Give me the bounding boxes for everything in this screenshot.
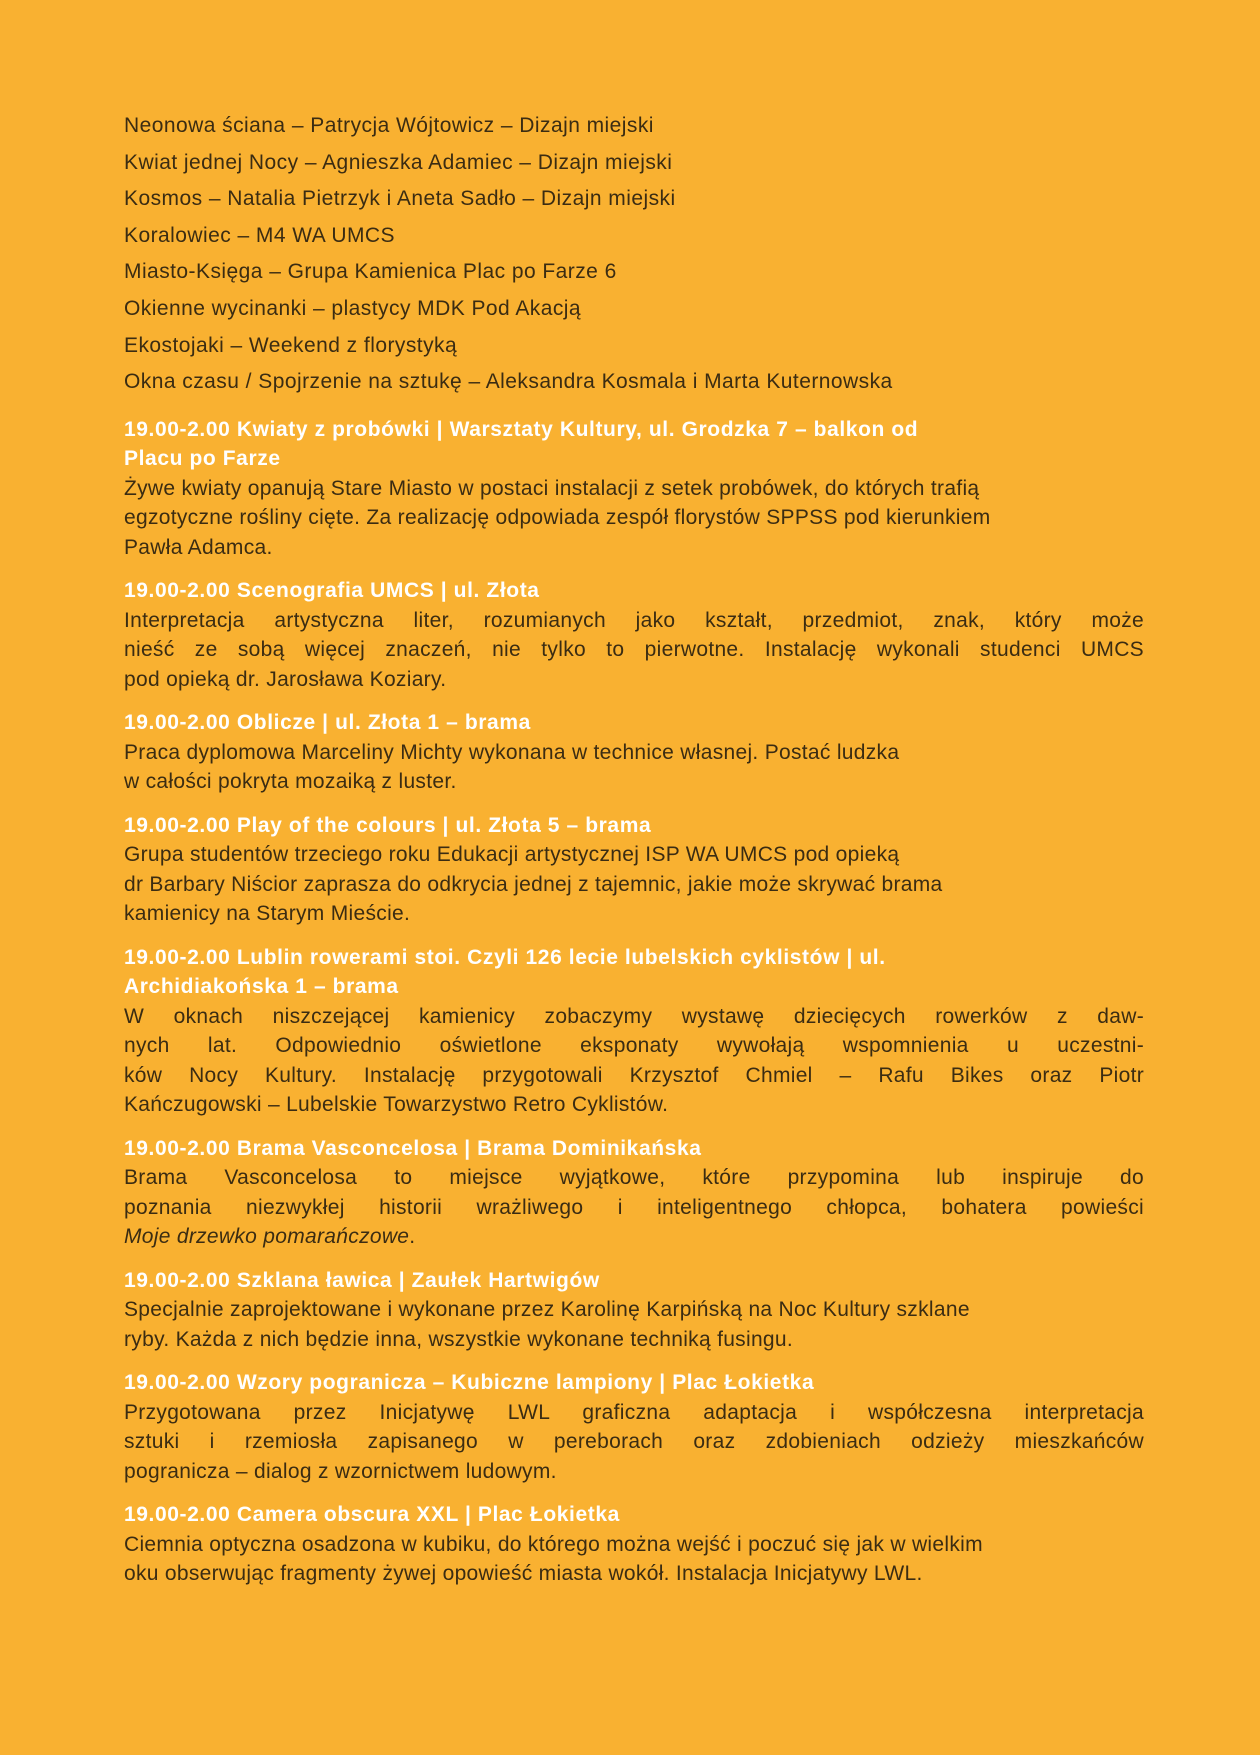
book-title: Moje drzewko pomarańczowe [124,1225,410,1249]
list-item: Okna czasu / Spojrzenie na sztukę – Aleksandra Kosmala i Marta Kuternowska [124,370,893,394]
description-line: nieść ze sobą więcej znaczeń, nie tylko to pierwotne. Instalację wykonali studenci UMCS [124,638,1144,662]
event-section [124,708,1144,797]
description-line: dr Barbary Niścior zaprasza do odkrycia jednej z tajemnic, jakie może skrywać brama [124,872,943,896]
description-line: W oknach niszczejącej kamienicy zobaczymy wystawę dziecięcych rowerków z daw- [124,1004,1144,1028]
description-line: Przygotowana przez Inicjatywę LWL graficzna adaptacja i współczesna interpretacja [124,1400,1144,1424]
event-section [124,1134,1144,1252]
event-section [124,943,1144,1120]
list-item: Kwiat jednej Nocy – Agnieszka Adamiec – Dizajn miejski [124,150,673,174]
event-section [124,415,1144,563]
event-heading: 19.00-2.00 Play of the colours | ul. Złota 5 – brama [124,813,652,837]
event-heading: 19.00-2.00 Brama Vasconcelosa | Brama Dominikańska [124,1136,702,1160]
event-heading: 19.00-2.00 Wzory pogranicza – Kubiczne lampiony | Plac Łokietka [124,1371,815,1395]
description-line: kamienicy na Starym Mieście. [124,902,411,926]
description-line: ków Nocy Kultury. Instalację przygotowali Krzysztof Chmiel – Rafu Bikes oraz Piotr [124,1063,1144,1087]
list-item: Koralowiec – M4 WA UMCS [124,223,395,247]
event-heading: 19.00-2.00 Lublin rowerami stoi. Czyli 126 lecie lubelskich cyklistów | ul. [124,945,886,969]
event-description [124,1002,1144,1120]
description-line: poznania niezwykłej historii wrażliwego i inteligentnego chłopca, bohatera powieści [124,1195,1144,1219]
event-description [124,738,1144,797]
event-description [124,606,1144,695]
description-line: sztuki i rzemiosła zapisanego w pereborach oraz zdobieniach odzieży mieszkańców [124,1430,1144,1454]
event-section [124,1266,1144,1355]
list-item: Neonowa ściana – Patrycja Wójtowicz – Dizajn miejski [124,114,654,137]
event-heading: Placu po Farze [124,447,281,471]
description-line: pogranicza – dialog z wzornictwem ludowym. [124,1459,557,1483]
description-line: Specjalnie zaprojektowane i wykonane przez Karolinę Karpińską na Noc Kultury szklane [124,1298,970,1322]
installation-list [124,108,1144,401]
description-line: Grupa studentów trzeciego roku Edukacji artystycznej ISP WA UMCS pod opieką [124,843,900,867]
event-description [124,1163,1144,1252]
event-description [124,1398,1144,1487]
description-line: Żywe kwiaty opanują Stare Miasto w postaci instalacji z setek probówek, do których trafią [124,476,980,500]
description-line: Interpretacja artystyczna liter, rozumianych jako kształt, przedmiot, znak, który może [124,608,1144,632]
event-section [124,1500,1144,1589]
event-section [124,1368,1144,1486]
event-heading: 19.00-2.00 Kwiaty z probówki | Warsztaty Kultury, ul. Grodzka 7 – balkon od [124,417,919,441]
event-heading: 19.00-2.00 Camera obscura XXL | Plac Łokietka [124,1503,620,1527]
event-description [124,474,1144,563]
event-heading: 19.00-2.00 Scenografia UMCS | ul. Złota [124,579,540,603]
description-line: Ciemnia optyczna osadzona w kubiku, do którego można wejść i poczuć się jak w wielkim [124,1532,983,1556]
document-page [124,108,1144,1589]
event-heading: 19.00-2.00 Oblicze | ul. Złota 1 – brama [124,711,531,735]
event-description [124,1295,1144,1354]
description-line: Praca dyplomowa Marceliny Michty wykonana w technice własnej. Postać ludzka [124,740,900,764]
description-line: ryby. Każda z nich będzie inna, wszystkie wykonane techniką fusingu. [124,1327,794,1351]
event-description [124,840,1144,929]
description-line: Kańczugowski – Lubelskie Towarzystwo Retro Cyklistów. [124,1093,669,1117]
list-item: Okienne wycinanki – plastycy MDK Pod Akacją [124,296,582,320]
description-line: oku obserwując fragmenty żywej opowieść miasta wokół. Instalacja Inicjatywy LWL. [124,1562,923,1586]
description-line: Pawła Adamca. [124,535,273,559]
description-line: nych lat. Odpowiednio oświetlone eksponaty wywołają wspomnienia u uczestni- [124,1034,1144,1058]
description-line: Brama Vasconcelosa to miejsce wyjątkowe, które przypomina lub inspiruje do [124,1166,1144,1190]
punctuation: . [409,1225,416,1249]
event-heading: Archidiakońska 1 – brama [124,975,399,999]
event-section [124,811,1144,929]
description-line: pod opieką dr. Jarosława Koziary. [124,667,447,691]
description-line [124,1222,1144,1252]
event-description [124,1530,1144,1589]
list-item: Kosmos – Natalia Pietrzyk i Aneta Sadło – Dizajn miejski [124,187,676,211]
list-item: Ekostojaki – Weekend z florystyką [124,333,458,357]
description-line: w całości pokryta mozaiką z luster. [124,770,457,794]
list-item: Miasto-Księga – Grupa Kamienica Plac po Farze 6 [124,260,617,284]
event-heading: 19.00-2.00 Szklana ławica | Zaułek Hartwigów [124,1268,600,1292]
event-section [124,576,1144,694]
description-line: egzotyczne rośliny cięte. Za realizację odpowiada zespół florystów SPPSS pod kierunkiem [124,506,991,530]
